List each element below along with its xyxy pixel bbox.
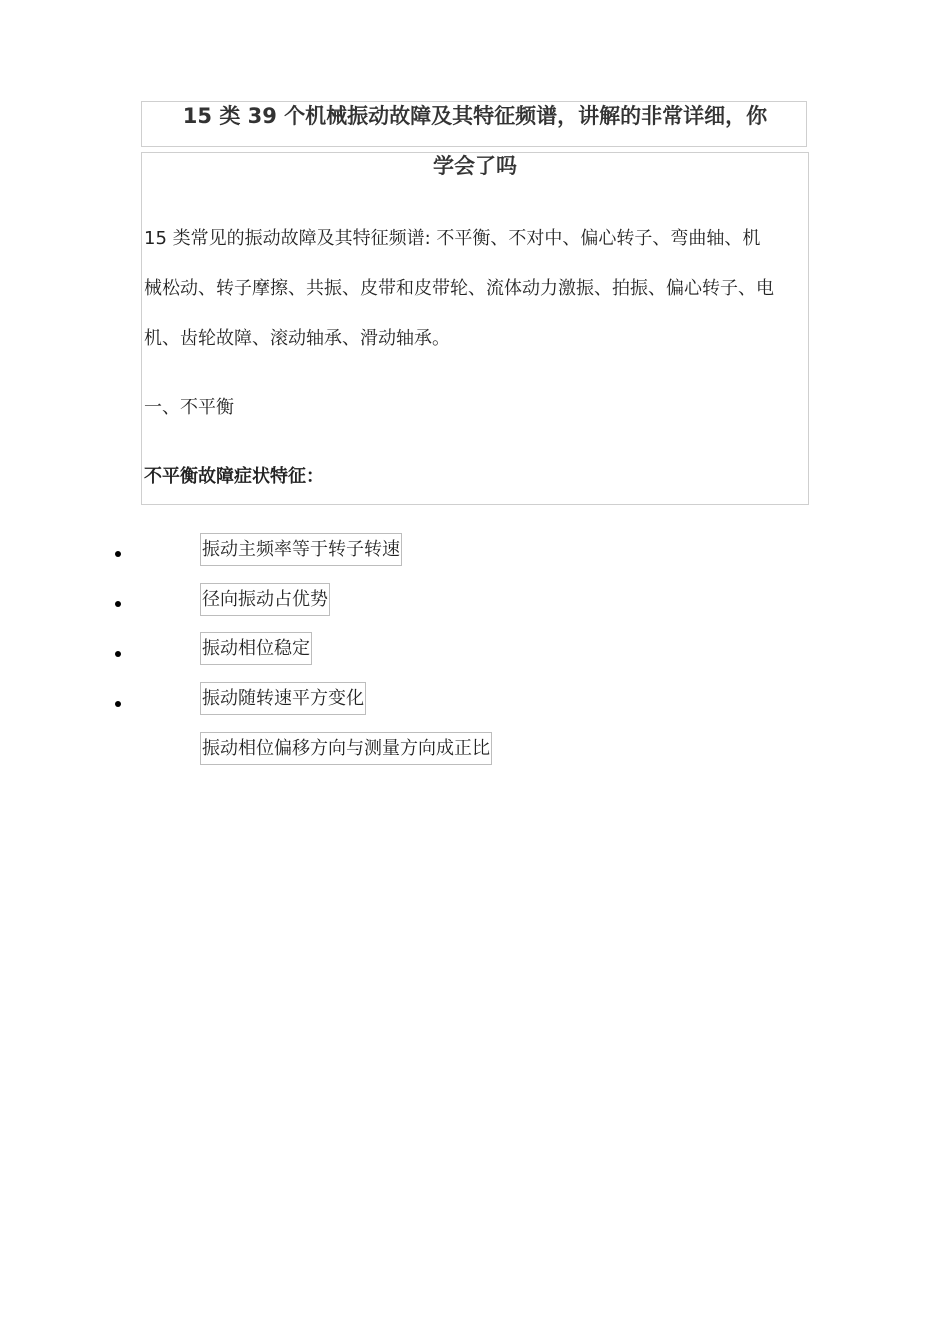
intro-paragraph-line-1: 15 类常见的振动故障及其特征频谱: 不平衡、不对中、偏心转子、弯曲轴、机 bbox=[144, 228, 761, 249]
symptom-item: 振动相位稳定 bbox=[200, 632, 312, 665]
symptom-item: 振动主频率等于转子转速 bbox=[200, 533, 402, 566]
section-heading: 一、不平衡 bbox=[144, 397, 234, 418]
symptom-item: 径向振动占优势 bbox=[200, 583, 330, 616]
bullet-icon bbox=[115, 601, 121, 607]
document-title-line-1: 15 类 39 个机械振动故障及其特征频谱，讲解的非常详细，你 bbox=[182, 104, 768, 128]
symptom-item: 振动随转速平方变化 bbox=[200, 682, 366, 715]
symptom-item: 振动相位偏移方向与测量方向成正比 bbox=[200, 732, 492, 765]
document-title-line-2: 学会了吗 bbox=[433, 154, 517, 178]
symptom-heading: 不平衡故障症状特征： bbox=[144, 466, 324, 487]
bullet-icon bbox=[115, 651, 121, 657]
bullet-icon bbox=[115, 701, 121, 707]
intro-paragraph-line-2: 械松动、转子摩擦、共振、皮带和皮带轮、流体动力激振、拍振、偏心转子、电 bbox=[144, 278, 774, 299]
intro-paragraph-line-3: 机、齿轮故障、滚动轴承、滑动轴承。 bbox=[144, 328, 450, 349]
bullet-icon bbox=[115, 551, 121, 557]
